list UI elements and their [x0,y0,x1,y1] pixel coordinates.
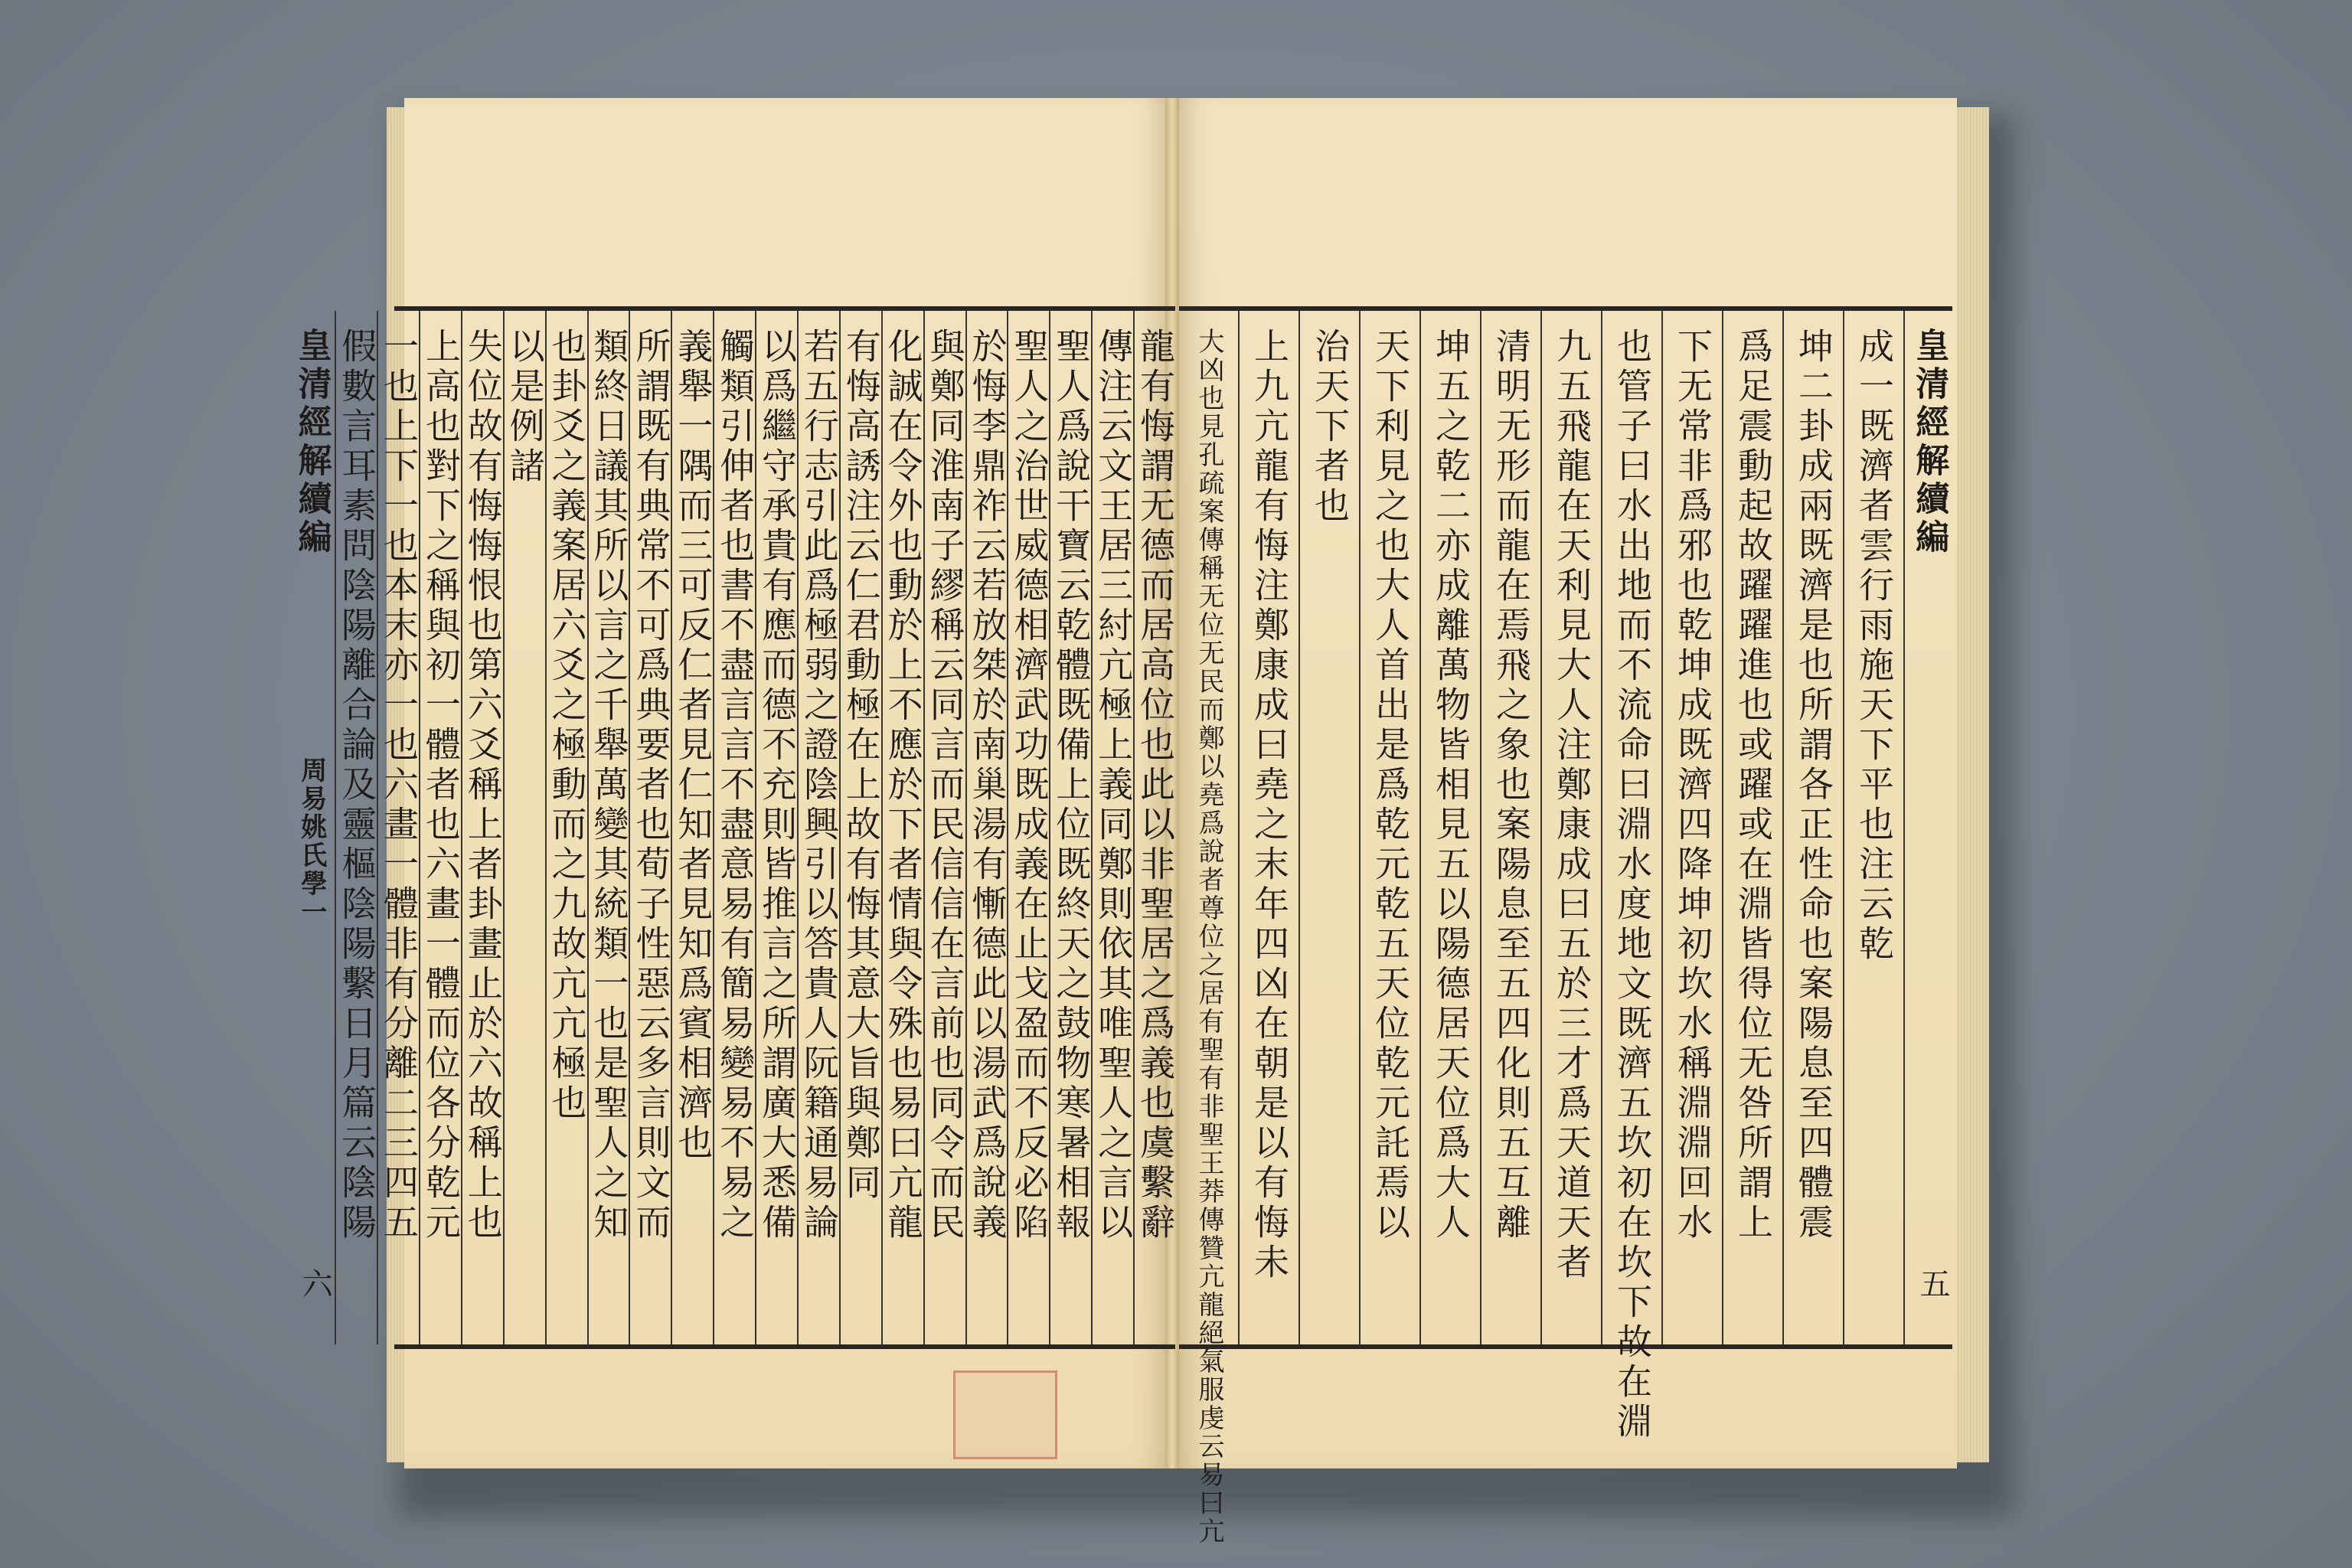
text-column [881,311,923,1344]
column-text: 若五行志引此爲極弱之證陰興引以答貴人阮籍通易論 [798,328,840,1243]
column-text: 觸類引伸者也書不盡言言不盡意易有簡易變易不易之 [714,328,756,1243]
column-text: 清明无形而龍在焉飛之象也案陽息至五四化則五互離 [1490,328,1532,1243]
column-text: 與鄭同淮南子繆稱云同言而民信信在言前也同令而民 [924,328,966,1243]
text-column [377,311,419,1344]
column-text: 九五飛龍在天利見大人注鄭康成曰五於三才爲天道天者 [1550,328,1592,1283]
text-column [1540,311,1601,1344]
column-text: 有悔高誘注云仁君動極在上故有悔其意大旨與鄭同 [840,328,882,1204]
text-column [503,311,545,1344]
text-column [671,311,713,1344]
text-column [629,311,671,1344]
text-column [1133,311,1175,1344]
text-column [587,311,629,1344]
column-text: 大凶也見孔疏案傳稱无位无民而鄭以堯爲說者尊位之居有聖有非聖王莽傳贊亢龍絕氣服虔云易曰亢 [1194,328,1225,1546]
column-text: 聖人爲說干寶云乾體既備上位既終天之鼓物寒暑相報 [1050,328,1093,1243]
text-column [1298,311,1359,1344]
text-column [1661,311,1722,1344]
left-text-frame [292,306,1176,1349]
text-column [965,311,1008,1344]
column-text: 聖人之治世威德相濟武功既成義在止戈盈而不反必陷 [1008,328,1050,1243]
column-text: 類終日議其所以言之千舉萬變其統類一也是聖人之知 [588,328,630,1243]
text-column [1722,311,1782,1344]
column-text: 治天下者也 [1308,328,1351,527]
text-column [1179,311,1238,1546]
margin-section: 周易姚氏學一 [296,756,327,926]
text-column [1049,311,1091,1344]
page-number: 五 [1915,1268,1950,1298]
text-column [1238,311,1298,1344]
page-number: 六 [297,1268,333,1298]
column-text: 失位故有悔悔恨也第六爻稱上者卦畫止於六故稱上也 [462,328,504,1243]
text-column [1419,311,1480,1344]
text-column [797,311,839,1344]
column-text: 一也上下一也本末亦一也六畫一體非有分離二三四五 [377,328,420,1243]
text-column [923,311,965,1344]
text-column [1007,311,1049,1344]
column-text: 天下利見之也大人首出是爲乾元乾五天位乾元託焉以 [1369,328,1411,1243]
column-text: 化誠在令外也動於上不應於下者情與令殊也易曰亢龍 [882,328,924,1243]
column-text: 爲足震動起故躍躍進也或躍或在淵皆得位无咎所謂上 [1732,328,1774,1243]
column-text: 上九亢龍有悔注鄭康成曰堯之末年四凶在朝是以有悔未 [1248,328,1290,1283]
faint-seal-stamp [953,1370,1057,1459]
text-column [335,311,377,1344]
column-text: 也卦爻之義案居六爻之極動而之九故亢亢極也 [546,328,588,1124]
column-text: 也管子曰水出地而不流命曰淵水度地文既濟五坎初在坎下故在淵 [1611,328,1653,1442]
margin-column [1903,311,1952,1344]
text-column [839,311,881,1344]
column-text: 所謂既有典常不可爲典要者也荀子性惡云多言則文而 [630,328,672,1243]
left-text-columns [292,311,1176,1344]
column-text: 坤五之乾二亦成離萬物皆相見五以陽德居天位爲大人 [1429,328,1472,1243]
column-text: 傳注云文王居三紂亢極上義同鄭則依其唯聖人之言以 [1093,328,1135,1243]
text-column [1843,311,1903,1344]
column-text: 坤二卦成兩既濟是也所謂各正性命也案陽息至四體震 [1792,328,1834,1243]
text-column [545,311,587,1344]
column-text: 成一既濟者雲行雨施天下平也注云乾 [1853,328,1895,965]
text-column [1091,311,1133,1344]
right-text-frame [1179,306,1952,1546]
text-column [1480,311,1540,1344]
text-column [755,311,797,1344]
column-text: 下无常非爲邪也乾坤成既濟四降坤初坎水稱淵淵回水 [1671,328,1713,1243]
right-text-columns [1179,311,1952,1546]
column-text: 以是例諸 [504,328,546,487]
column-text: 上高也對下之稱與初一體者也六畫一體而位各分乾元 [420,328,462,1243]
margin-title: 皇清經解續編 [1909,328,1949,557]
text-column [461,311,503,1344]
text-column [1782,311,1843,1344]
margin-column [287,311,335,1344]
text-column [1359,311,1419,1344]
column-text: 以爲繼守承貴有應而德不充則皆推言之所謂廣大悉備 [756,328,798,1243]
margin-title: 皇清經解續編 [292,328,332,557]
text-column [419,311,461,1344]
column-text: 義舉一隅而三可反仁者見仁知者見知爲賓相濟也 [672,328,714,1164]
text-column [1601,311,1661,1442]
text-column [713,311,755,1344]
column-text: 龍有悔謂无德而居高位也此以非聖居之爲義也虞繫辭 [1135,328,1176,1243]
column-text: 於悔李鼎祚云若放桀於南巢湯有慚德此以湯武爲說義 [966,328,1008,1243]
column-text: 假數言耳素問陰陽離合論及靈樞陰陽繫日月篇云陰陽 [336,328,378,1243]
